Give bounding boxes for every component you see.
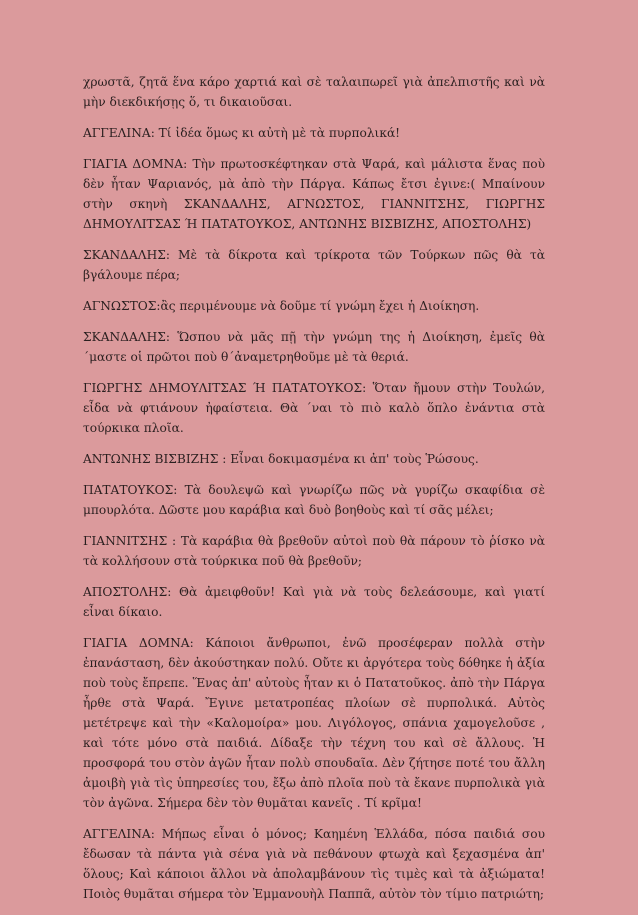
document-page: [83, 72, 545, 915]
paragraph-skandalis-1: ΣΚΑΝΔΑΛΗΣ: Μὲ τὰ δίκροτα καὶ τρίκροτα τῶν Τούρκων πῶς θὰ τὰ βγάλουμε πέρα;: [83, 248, 545, 282]
paragraph-apostolis: ΑΠΟΣΤΟΛΗΣ: Θὰ ἀμειφθοῦν! Καὶ γιὰ νὰ τοὺς δελεάσουμε, καὶ γιατί εἶναι δίκαιο.: [83, 585, 545, 619]
paragraph-continuation: χρωστᾶ, ζητᾶ ἕνα κάρο χαρτιά καὶ σὲ ταλαιπωρεῖ γιὰ ἀπελπιστῆς καὶ νὰ μὴν διεκδικήσῃς ὅ, τι δικαιοῦσαι.: [83, 75, 545, 109]
paragraph-dimoulitsas: ΓΙΩΡΓΗΣ ΔΗΜΟΥΛΙΤΣΑΣ Ή ΠΑΤΑΤΟΥΚΟΣ: Ὅταν ἤμουν στὴν Τουλών, εἶδα νὰ φτιάνουν ἠφαίστεια. Θὰ ΄ναι τὸ πιὸ καλὸ ὅπλο ἐνάντια στὰ τούρκικα πλοῖα.: [83, 381, 545, 435]
paragraph-angelina-2: ΑΓΓΕΛΙΝΑ: Μήπως εἶναι ὁ μόνος; Καημένη Ἑλλάδα, πόσα παιδιά σου ἔδωσαν τὰ πάντα γιὰ σένα γιὰ νὰ πεθάνουν φτωχὰ καὶ ξεχασμένα ἀπ' ὅλους; Καὶ κάποιοι ἄλλοι νὰ ἀπολαμβάνουν τὶς τιμὲς καὶ τὰ ἀξιώματα! Ποιὸς θυμᾶται σήμερα τὸν Ἐμμανουὴλ Παππᾶ, αὐτὸν τὸν τίμιο πατριώτη;: [83, 827, 545, 901]
paragraph-giagia-domna-2: ΓΙΑΓΙΑ ΔΟΜΝΑ: Κάποιοι ἄνθρωποι, ἐνῶ προσέφεραν πολλὰ στὴν ἐπανάσταση, δὲν ἀκούστηκαν πολύ. Οὔτε κι ἀργότερα τοὺς δόθηκε ἡ ἀξία ποὺ τοὺς ἔπρεπε. Ἕνας ἀπ' αὐτοὺς ἦταν κι ὁ Πατατοῦκος. ἀπὸ τὴν Πάργα ἦρθε στὰ Ψαρά. Ἔγινε μετατροπέας πλοίων σὲ πυρπολικά. Αὐτὸς μετέτρεψε καὶ τὴν «Καλομοίρα» μου. Λιγόλογος, σπάνια χαμογελοῦσε , καὶ τότε μόνο στὰ παιδιά. Δίδαξε τὴν τέχνη του καὶ σὲ ἄλλους. Ἡ προσφορά του στὸν ἀγῶν ἦταν πολὺ σπουδαῖα. Δὲν ζήτησε ποτέ του ἄλλη ἀμοιβὴ γιὰ τὶς ὑπηρεσίες του, ἔξω ἀπὸ πλοῖα ποὺ τὰ ἔκανε πυρπολικὰ γιὰ τὸν ἀγῶνα. Σήμερα δὲν τὸν θυμᾶται κανεῖς . Τί κρῖμα!: [83, 636, 545, 810]
paragraph-giannitsis: ΓΙΑΝΝΙΤΣΗΣ : Τὰ καράβια θὰ βρεθοῦν αὐτοὶ ποὺ θὰ πάρουν τὸ ῥίσκο νὰ τὰ κολλήσουν στὰ τούρκικα ποῦ θὰ βρεθοῦν;: [83, 534, 545, 568]
paragraph-giagia-domna-1: ΓΙΑΓΙΑ ΔΟΜΝΑ: Τὴν πρωτοσκέφτηκαν στὰ Ψαρά, καὶ μάλιστα ἕνας ποὺ δὲν ἦταν Ψαριανός, μὰ ἀπὸ τὴν Πάργα. Κάπως ἔτσι ἐγινε:( Μπαίνουν στὴν σκηνὴ ΣΚΑΝΔΑΛΗΣ, ΑΓΝΩΣΤΟΣ, ΓΙΑΝΝΙΤΣΗΣ, ΓΙΩΡΓΗΣ ΔΗΜΟΥΛΙΤΣΑΣ Ή ΠΑΤΑΤΟΥΚΟΣ, ΑΝΤΩΝΗΣ ΒΙΣΒΙΖΗΣ, ΑΠΟΣΤΟΛΗΣ): [83, 157, 545, 231]
paragraph-patatoukos: ΠΑΤΑΤΟΥΚΟΣ: Τὰ δουλεψῶ καὶ γνωρίζω πῶς νὰ γυρίζω σκαφίδια σὲ μπουρλότα. Δῶστε μου καράβια καὶ δυὸ βοηθοὺς καὶ τί σᾶς μέλει;: [83, 483, 545, 517]
paragraph-visvizis: ΑΝΤΩΝΗΣ ΒΙΣΒΙΖΗΣ : Εἶναι δοκιμασμένα κι ἀπ' τοὺς Ῥώσους.: [83, 452, 479, 466]
paragraph-agnostos: ΑΓΝΩΣΤΟΣ:ἂς περιμένουμε νὰ δοῦμε τί γνώμη ἔχει ἡ Διοίκηση.: [83, 299, 480, 313]
paragraph-angelina-1: ΑΓΓΕΛΙΝΑ: Τί ἰδέα ὅμως κι αὐτὴ μὲ τὰ πυρπολικά!: [83, 126, 401, 140]
paragraph-skandalis-2: ΣΚΑΝΔΑΛΗΣ: Ὥσπου νὰ μᾶς πῇ τὴν γνώμη της ἡ Διοίκηση, ἐμεῖς θὰ ΄μαστε οἱ πρῶτοι ποὺ θ΄ἀναμετρηθοῦμε μὲ τὰ θεριά.: [83, 330, 545, 364]
